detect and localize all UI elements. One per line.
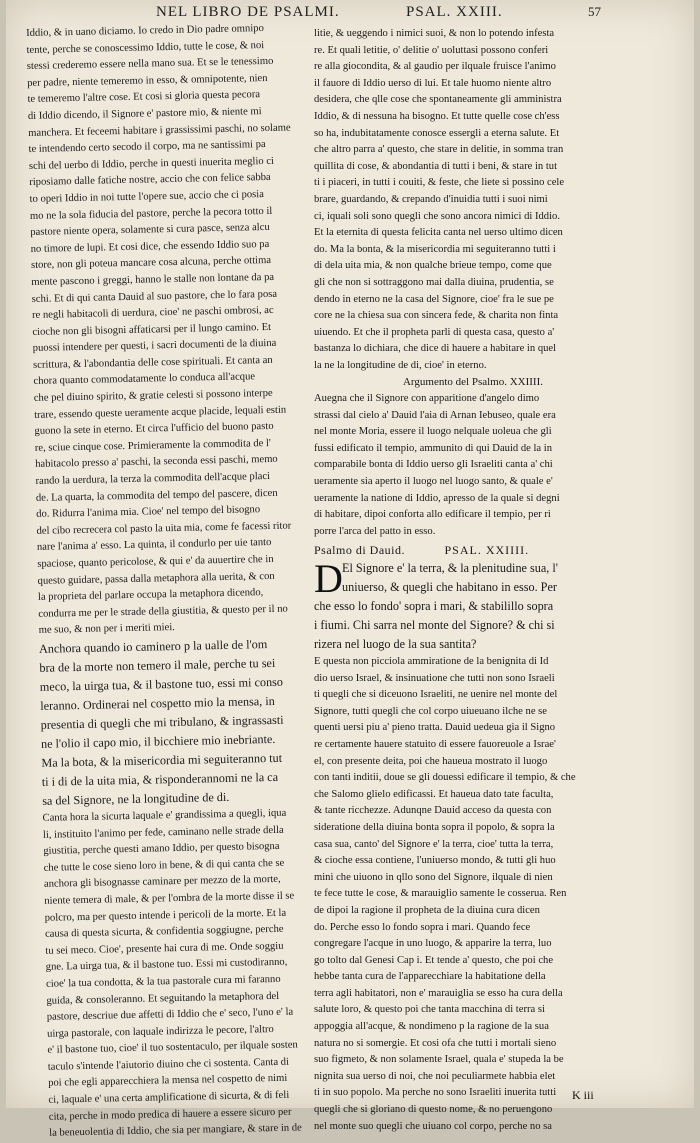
argument-text [314, 391, 632, 540]
text-line: poi che egli apparecchiera la mensa nel cospetto de nimi [48, 1073, 288, 1090]
text-line: ti i piaceri, in tutti i couiti, & feste, che liete si possino cele [314, 177, 565, 189]
text-line: re, sciue cinque cose. Primieramente la commodita de l' [34, 437, 271, 454]
text-line: bra de la morte non temero il male, perche tu sei [39, 655, 276, 675]
text-line: trare, essendo queste ueramente acque placide, lequali estin [34, 404, 287, 421]
text-line: so ha, indubitatamente conosce essergli a eterna salute. Et [314, 127, 560, 139]
text-line: guono la sete in eterno. Et circa l'ufficio del buono pasto [34, 421, 274, 438]
text-line: de dipoi la ragione il propheta de la diuina cura dicen [314, 904, 540, 916]
text-line: fussi edificato il tempio, ammunito di qui Dauid de la in [314, 442, 553, 454]
text-line: te temeremo l'altre cose. Et cosi si gloria questa pecora [27, 89, 261, 106]
text-line: uniuerso, & quegli che habitano in esso. Per [342, 580, 557, 594]
text-line: Et la eternita di questa felicita canta nel uerso ultimo dicen [314, 227, 563, 239]
left-column [26, 20, 331, 1143]
text-line: dendo in eterno ne la casa del Signore, cioe' fra le sue pe [314, 293, 554, 305]
book-page [6, 0, 694, 1140]
running-title: NEL LIBRO DE PSALMI. [156, 4, 340, 20]
text-line: ne l'olio il capo mio, il bicchiere mio inebriante. [40, 731, 276, 751]
text-line: Signore, tutti quegli che col corpo uiueuano ilche ne se [314, 705, 547, 717]
text-line: ueramente sia aperto il luogo nel luogo santo, & quale e' [314, 476, 553, 488]
text-line: anchora gli bisognasse caminare per mezzo de la morte, [43, 874, 281, 891]
text-line: suo figmeto, & non solamente Israel, quala e' stupeda la be [314, 1054, 564, 1066]
text-line: comparabile bonta di Iddio uerso gli Israeliti canta a' chi [314, 459, 553, 471]
text-line: quegli che si gloriano di questo nome, & no peruengono [314, 1104, 553, 1116]
text-line: quillita di cose, & abondantia di tutti i beni, & stare in tut [314, 160, 558, 172]
text-line: ci, iquali soli sono quegli che sono ancora nimici di Iddio. [314, 210, 560, 222]
text-line: tente, perche se conoscessimo Iddio, tutte le cose, & noi [26, 39, 265, 56]
text-line: nare l'anima a' esso. La quinta, il condurlo per uie tanto [36, 537, 272, 554]
text-line: quenti uersi piu a' pieno tratta. Dauid uedeua gia il Signo [314, 722, 556, 734]
text-line: il fauore di Iddio uerso di lui. Et tale huomo niente altro [314, 77, 552, 89]
text-line: gne. La uirga tua, & il bastone tuo. Essi mi custodiranno, [45, 957, 288, 974]
text-line: sa del Signore, ne la longitudine de di. [42, 789, 230, 808]
text-line: taculo s'intende l'aiutorio diuino che ci sostenta. Canta di [47, 1056, 290, 1073]
text-line: mo ne la sola fiducia del pastore, perche la pecora totto il [29, 205, 273, 222]
text-line: salute loro, & questo poi che tanta macchina di terra si [314, 1004, 545, 1016]
text-line: mini che uiuono in qllo sono del Signore, ilquale di nien [314, 871, 553, 883]
text-line: congregare l'acque in uno luogo, & apparire la terra, luo [314, 938, 552, 950]
text-line: schi. Et di qui canta Dauid al suo pastore, che lo fara posa [31, 288, 278, 305]
text-line: & cioche essa contiene, l'uniuerso mondo, & tutti gli huo [314, 855, 556, 867]
text-line: tu sei meco. Cioe', presente hai cura di me. Onde soggiu [45, 940, 284, 957]
text-line: chora quanto commodatamente lo conduca all'acque [33, 371, 256, 388]
text-line: causa di questa sicurta, & confidentia soggiugne, perche [44, 923, 284, 940]
text-line: litie, & ueggendo i nimici suoi, & non lo potendo infesta [314, 28, 555, 39]
text-line: leranno. Ordinerai nel cospetto mio la mensa, in [40, 693, 275, 713]
psalm-label: PSAL. XXIII. [406, 4, 503, 20]
text-line: ti in suo popolo. Ma perche no sono Israeliti inuerita tutti [314, 1087, 557, 1099]
text-line: uiuendo. Et che il propheta parli di questa casa, questo a' [314, 326, 555, 338]
text-line: habitacolo presso a' paschi, la seconda essi paschi, memo [35, 454, 278, 471]
text-line: che pel diuino spirito, & gratie celesti si possono interpe [33, 387, 273, 404]
text-line: re certamente hauere statuito di essere fauoreuole a Israe' [314, 738, 556, 750]
text-line: di dela uita mia, & non qualche brieue tempo, come que [314, 260, 552, 272]
left-psalm-verse [39, 634, 325, 811]
text-line: bastanza lo dichiara, che dice di hauere a habitare in quel [314, 343, 557, 355]
right-commentary-1 [314, 26, 632, 374]
text-line: porre l'arca del patto in esso. [314, 525, 436, 537]
text-line: rando la uerdura, la terza la commodita dell'acque placi [35, 471, 271, 487]
text-line: Auegna che il Signore con apparitione d'angelo dimo [314, 393, 540, 405]
text-line: desidera, che qlle cose che spontaneamente gli amministra [314, 94, 562, 106]
text-line: ti i di de la uita mia, & risponderannomi ne la ca [41, 769, 279, 789]
text-line: ti quegli che si diceuono Israeliti, ne uenire nel monte del [314, 689, 558, 701]
text-line: nel monte suo quegli che uiuano col corpo, perche no sa [314, 1120, 552, 1132]
text-line: uirga pastorale, con laquale indirizza le pecore, l'altro [46, 1023, 274, 1040]
text-line: go tolto dal Genesi Cap i. Et tende a' questo, che poi che [314, 954, 554, 966]
text-line: El Signore e' la terra, & la plenitudine sua, l' [342, 561, 558, 575]
right-commentary-2 [314, 654, 632, 1135]
text-line: di Iddio dicendo, il Signore e' pastore mio, & niente mi [27, 106, 262, 122]
text-line: me suo, & non per i meriti miei. [38, 622, 175, 637]
text-line: te fece tutte le cose, & marauiglio samente le cosserua. Ren [314, 888, 567, 900]
text-line: do. Ma la bonta, & la misericordia mi seguiteranno tutti i [314, 243, 556, 255]
text-line: e' il bastone tuo, cioe' il tuo sostentaculo, per ilquale sosten [47, 1039, 298, 1057]
text-line: condurra me per le strade della giustitia, & questo per il no [38, 603, 288, 620]
text-line: guida, & consoleranno. Et seguitando la metaphora del [46, 990, 280, 1007]
text-line: per padre, niente temeremo in esso, & omnipotente, nien [27, 72, 268, 89]
text-line: Iddio, & in uano diciamo. Io credo in Dio padre omnipo [26, 23, 264, 39]
text-line: giustitia, perche questi amano Iddio, per questo bisogna [43, 841, 280, 857]
text-line: spaciose, quanto pericolose, & qui e' da auuertire che in [37, 553, 274, 570]
text-line: pastore, descriue due affetti di Iddio che e' seco, l'uno e' la [46, 1006, 294, 1023]
text-line: che Salomo glielo edificassi. Et haueua dato tate faculta, [314, 788, 554, 800]
argument-title: Argumento del Psalmo. XXIIII. [402, 376, 544, 389]
text-line: schi del uerbo di Iddio, perche in questi inuerita meglio ci [28, 155, 275, 172]
text-line: re negli habitacoli di uerdura, cioe' ne paschi ombrosi, ac [31, 304, 274, 322]
text-line: niente temera di male, & per l'ombra de la morte disse il se [44, 890, 295, 907]
text-line: strassi dal cielo a' Dauid l'aia di Arnan Iebuseo, quale era [314, 409, 556, 421]
text-line: dio uerso Israel, & insinuatione che tutti non sono Israeli [314, 672, 555, 684]
right-psalm-verse [314, 556, 632, 654]
text-line: che altro parra a' questo, che stare in delitie, in somma tran [314, 144, 564, 156]
text-line: la ne la longitudine de di, cioe' in eterno. [314, 359, 487, 371]
folio-number: 57 [588, 4, 601, 19]
text-line: rizera nel luogo de la sua santita? [314, 637, 477, 651]
text-line: cioe' la tua condotta, & la tua pastorale cura mi faranno [45, 973, 281, 990]
text-line: do. Ridurra l'anima mia. Cioe' nel tempo del bisogno [36, 504, 261, 521]
left-commentary-1 [26, 20, 321, 640]
text-line: terra agli habitatori, non e' marauiglia se esso ha cura della [314, 987, 563, 999]
text-line: el, con presente deita, poi che haueua mostrato il luogo [314, 755, 548, 767]
text-line: do. Perche esso lo fondo sopra i mari. Quando fece [314, 921, 531, 933]
drop-capital: D [314, 556, 343, 601]
text-line: questo guidare, passa dalla metaphora alla uerita, & con [37, 570, 275, 587]
psalm-number: PSAL. XXIIII. [444, 543, 530, 558]
text-line: nel monte Moria, essere il luogo nelquale uoleua che gli [314, 426, 552, 438]
text-line: Canta hora la sicurta laquale e' grandissima a quegli, iqua [42, 807, 287, 824]
text-line: ueramente la natione di Iddio, apresso de la quale si degni [314, 492, 560, 504]
signature-mark: K iii [572, 1088, 594, 1102]
text-line: polcro, ma per questo intende i pericoli de la morte. Et la [44, 907, 287, 924]
text-line: core ne la chiesa sua con sincera fede, & charita non finta [314, 310, 559, 322]
text-line: del cibo recrecera col pasto la uita mia, come fe facessi ritor [36, 520, 292, 537]
text-line: di habitare, dipoi conforta allo edificare il tempio, per ri [314, 509, 551, 521]
text-line: Ma la bota, & la misericordia mi seguiteranno tut [41, 750, 283, 770]
text-line: re. Et quali letitie, o' delitie o' uoluttasi possono conferi [314, 44, 549, 56]
text-line: sideratione della diuina bonta sopra il popolo, & sopra la [314, 821, 555, 833]
text-line: con tanti inditii, doue se gli douessi edificare il tempio, & che [314, 772, 576, 784]
text-line: gli che non si sottraggono mai dalla diuina, prudentia, se [314, 276, 554, 288]
text-line: meco, la uirga tua, & il bastone tuo, essi mi conso [39, 674, 284, 694]
text-line: manchera. Et feceemi habitare i grassissimi paschi, no solame [28, 122, 291, 139]
text-line: stessi crederemo essere nella mano sua. Et se le tenessimo [26, 56, 274, 73]
text-line: & tante ricchezze. Adunqne Dauid acceso da questa con [314, 805, 552, 817]
text-line: no timore de lupi. Et cosi dice, che essendo Iddio suo pa [30, 238, 270, 255]
text-line: E questa non picciola ammiratione de la benignita di Id [314, 656, 549, 667]
text-line: pastore niente opera, solamente si cura pasce, senza alcu [30, 222, 270, 239]
text-line: li, instituito l'animo per fede, caminano nelle strade della [42, 824, 284, 841]
text-line: Iddio, & di nessuna ha bisogno. Et tutte quelle cose ch'ess [314, 110, 560, 122]
right-column [314, 26, 632, 1135]
text-line: presentia di quegli che mi tribulano, & ingrassasti [40, 712, 284, 732]
text-line: to operi Iddio in noi tutte l'opere sue, accio che ci posia [29, 188, 265, 205]
text-line: nignita sua uerso di noi, che noi peculiarmete habbia elet [314, 1070, 556, 1082]
text-line: store, non gli poteua mancare cosa alcuna, perche ottima [30, 255, 272, 272]
text-line: che tutte le cose sieno loro in bene, & di qui canta che se [43, 857, 285, 874]
text-line: de. La quarta, la commodita del tempo del pascere, dicen [35, 487, 278, 504]
text-line: cita, perche in modo predica di hauere a essere sicuro per [48, 1106, 292, 1123]
running-head [156, 2, 606, 24]
text-line: la beneuolentia di Iddio, che sia per mangiare, & stare in de [49, 1122, 302, 1140]
text-line: ci, laquale e' una certa amplificatione di sicurta, & di feli [48, 1089, 290, 1106]
text-line: cioche non gli bisogni affaticarsi per il lungo camino. Et [32, 321, 272, 338]
text-line: i fiumi. Chi sarra nel monte del Signore? & chi si [314, 618, 555, 632]
text-line: re alla giocondita, & al gaudio per ilquale fruisce l'animo [314, 61, 556, 73]
psalm-verse-block [314, 556, 632, 654]
left-commentary-2 [42, 805, 331, 1143]
text-line: che esso lo fondo' sopra i mari, & stabilillo sopra [314, 599, 554, 613]
text-line: mente pascono i greggi, hanno le stalle non lontane da pa [31, 271, 275, 288]
text-line: natura no si somergie. Et cosi ofa che tutti i mortali sieno [314, 1037, 557, 1049]
text-line: brare, guardando, & crepando d'inuidia tutti i suoi nimi [314, 193, 548, 205]
text-line: te intendendo certo secodo il corpo, ma ne santissimi pa [28, 139, 266, 156]
text-line: puossi intendere per questi, i sacri documenti de la diuina [32, 338, 277, 355]
psalm-heading [314, 542, 632, 559]
text-line: casa sua, canto' del Signore e' la terra, cioe' tutta la terra, [314, 838, 554, 850]
text-line: Anchora quando io caminero p la ualle de l'om [38, 637, 268, 656]
text-line: appoggia all'acque, & nondimeno p la ragione de la sua [314, 1021, 549, 1033]
text-line: hebbe tanta cura de l'apparecchiare la habitatione della [314, 971, 546, 983]
text-line: la proprieta del parlare occupa la metaphora dicendo, [37, 587, 264, 604]
psalm-of-david: Psalmo di Dauid. [314, 543, 405, 558]
text-line: scrittura, & l'abondantia delle cose spirituali. Et canta an [32, 354, 273, 371]
text-line: riposiamo dalle fatiche nostre, accio che con felice sabba [29, 172, 271, 189]
